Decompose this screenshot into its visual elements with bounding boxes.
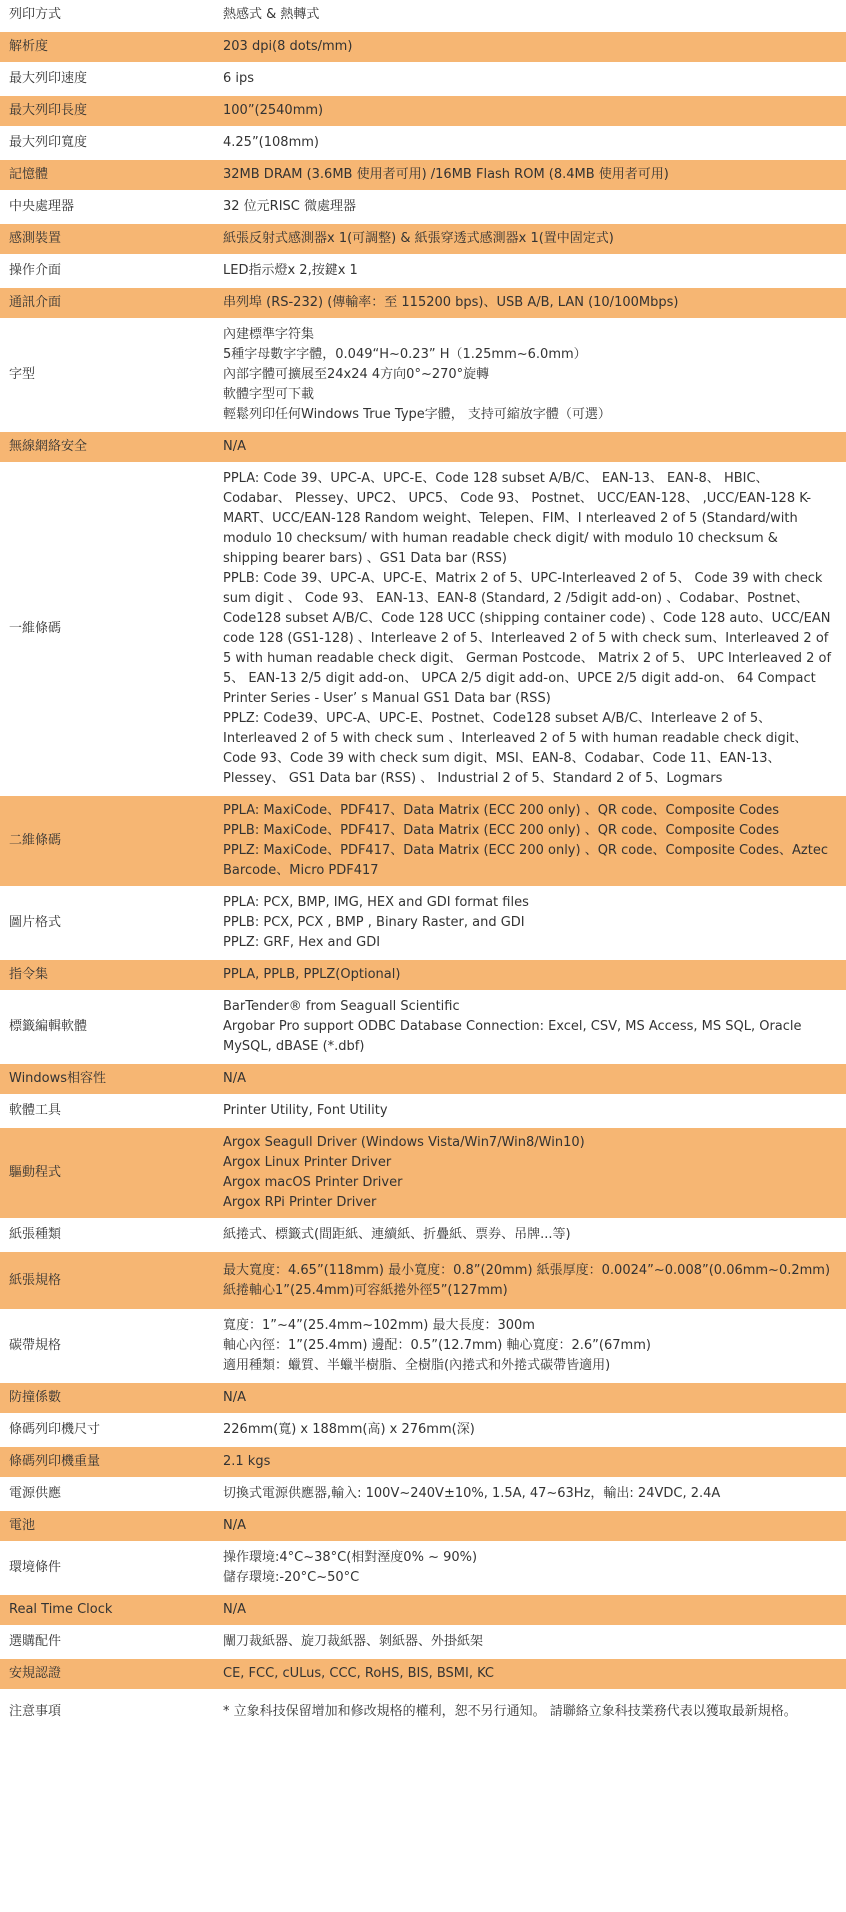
spec-value-line: 紙張反射式感測器x 1(可調整) & 紙張穿透式感測器x 1(置中固定式) <box>223 231 614 246</box>
spec-value-line: Argox macOS Printer Driver <box>223 1175 403 1190</box>
spec-label: 碳帶規格 <box>0 1310 211 1382</box>
spec-value-line: 203 dpi(8 dots/mm) <box>223 39 353 54</box>
spec-value <box>211 1095 846 1127</box>
spec-label: 紙張種類 <box>0 1219 211 1251</box>
spec-label: 通訊介面 <box>0 287 211 319</box>
spec-value <box>211 959 846 991</box>
spec-value <box>211 1478 846 1510</box>
spec-value-line: PPLA: Code 39、UPC-A、UPC-E、Code 128 subset A/B/C、 EAN-13、 EAN-8、 HBIC、Codabar、 Plessey、UPC2、 UPC5、 Code 93、 Postnet、 UCC/EAN-128、 ,UCC/EAN-128 K-MART、UCC/EAN-128 Random weight、Telepen、FIM、I nterleaved 2 of 5 (Standard/with modulo 10 checksum/ with human readable check digit/ with modulo 10 checksum & shipping bearer bars) 、GS1 Data bar (RSS) <box>223 471 812 566</box>
spec-label: 二維條碼 <box>0 795 211 887</box>
spec-row <box>0 1690 846 1734</box>
spec-row <box>0 63 846 95</box>
spec-value <box>211 191 846 223</box>
spec-label: 電源供應 <box>0 1478 211 1510</box>
spec-value <box>211 1690 846 1734</box>
spec-value-line: 紙捲軸心1”(25.4mm)可容紙捲外徑5”(127mm) <box>223 1282 508 1298</box>
spec-value <box>211 223 846 255</box>
spec-row <box>0 255 846 287</box>
spec-label: 最大列印速度 <box>0 63 211 95</box>
spec-row <box>0 1414 846 1446</box>
spec-row <box>0 223 846 255</box>
spec-value-line: PPLB: MaxiCode、PDF417、Data Matrix (ECC 200 only) 、QR code、Composite Codes <box>223 823 780 838</box>
spec-row <box>0 1095 846 1127</box>
spec-label: 防撞係數 <box>0 1382 211 1414</box>
spec-value <box>211 431 846 463</box>
spec-row <box>0 1310 846 1382</box>
spec-value-line: 6 ips <box>223 71 255 86</box>
spec-value-line: 內建標準字符集 <box>223 327 315 342</box>
spec-value <box>211 1626 846 1658</box>
spec-value-line: 輕鬆列印任何Windows True Type字體， 支持可縮放字體（可選） <box>223 407 611 422</box>
spec-label: 感測裝置 <box>0 223 211 255</box>
spec-value <box>211 1414 846 1446</box>
spec-value-line: 226mm(寬) x 188mm(高) x 276mm(深) <box>223 1422 475 1437</box>
spec-row <box>0 159 846 191</box>
spec-value-line: 寬度：1”~4”(25.4mm~102mm) 最大長度：300m <box>223 1318 535 1333</box>
spec-value-line: N/A <box>223 1071 246 1086</box>
spec-value <box>211 1510 846 1542</box>
spec-value <box>211 1382 846 1414</box>
spec-row <box>0 1658 846 1690</box>
spec-value <box>211 991 846 1063</box>
spec-value-line: LED指示燈x 2,按鍵x 1 <box>223 263 358 278</box>
spec-value <box>211 63 846 95</box>
spec-value-line: 紙捲式、標籤式(間距紙、連續紙、折疊紙、票券、吊牌...等) <box>223 1227 571 1242</box>
spec-label: 操作介面 <box>0 255 211 287</box>
spec-label: 指令集 <box>0 959 211 991</box>
spec-row <box>0 1478 846 1510</box>
spec-value-line: 軟體字型可下載 <box>223 387 315 402</box>
spec-value-line: 5種字母數字字體，0.049“H~0.23” H（1.25mm~6.0mm） <box>223 347 587 362</box>
spec-value-line: BarTender® from Seaguall Scientific <box>223 999 460 1014</box>
spec-label: 圖片格式 <box>0 887 211 959</box>
spec-row <box>0 887 846 959</box>
spec-label: 選購配件 <box>0 1626 211 1658</box>
spec-value-line: PPLA: PCX, BMP, IMG, HEX and GDI format files <box>223 895 529 910</box>
spec-value-line: PPLA: MaxiCode、PDF417、Data Matrix (ECC 200 only) 、QR code、Composite Codes <box>223 803 780 818</box>
spec-label: 環境條件 <box>0 1542 211 1594</box>
spec-row <box>0 95 846 127</box>
spec-value-line: N/A <box>223 1390 246 1405</box>
spec-value-line: 內部字體可擴展至24x24 4方向0°~270°旋轉 <box>223 367 490 382</box>
spec-label: Real Time Clock <box>0 1594 211 1626</box>
spec-value-line: 儲存環境:-20°C~50°C <box>223 1570 360 1585</box>
spec-label: 軟體工具 <box>0 1095 211 1127</box>
spec-value-line: Argobar Pro support ODBC Database Connection: Excel, CSV, MS Access, MS SQL, Oracle MySQL, dBASE (*.dbf) <box>223 1019 802 1054</box>
spec-value-line: PPLA, PPLB, PPLZ(Optional) <box>223 967 401 982</box>
spec-value-line: 32MB DRAM (3.6MB 使用者可用) /16MB Flash ROM (8.4MB 使用者可用) <box>223 167 669 182</box>
spec-row <box>0 991 846 1063</box>
spec-value-line: 軸心內徑：1”(25.4mm) 邊配：0.5”(12.7mm) 軸心寬度：2.6”(67mm) <box>223 1338 651 1353</box>
spec-row <box>0 1594 846 1626</box>
spec-label: 安規認證 <box>0 1658 211 1690</box>
spec-row <box>0 1446 846 1478</box>
spec-value <box>211 1219 846 1251</box>
spec-label: 最大列印長度 <box>0 95 211 127</box>
spec-row <box>0 1542 846 1594</box>
spec-value-line: 適用種類：蠟質、半蠟半樹脂、全樹脂(內捲式和外捲式碳帶皆適用) <box>223 1358 611 1373</box>
spec-value-line: N/A <box>223 1518 246 1533</box>
spec-value <box>211 255 846 287</box>
spec-value-line: N/A <box>223 439 246 454</box>
spec-value <box>211 1542 846 1594</box>
spec-value-line: 切換式電源供應器,輸入: 100V~240V±10%, 1.5A, 47~63Hz，輸出: 24VDC, 2.4A <box>223 1486 721 1501</box>
spec-value-line: Argox RPi Printer Driver <box>223 1195 377 1210</box>
spec-value <box>211 1251 846 1310</box>
spec-value-line: 4.25”(108mm) <box>223 135 319 150</box>
spec-value <box>211 1658 846 1690</box>
spec-label: 列印方式 <box>0 0 211 31</box>
spec-value-line: Argox Seagull Driver (Windows Vista/Win7/Win8/Win10) <box>223 1135 585 1150</box>
spec-value <box>211 1127 846 1219</box>
spec-value-line: PPLZ: Code39、UPC-A、UPC-E、Postnet、Code128 subset A/B/C、Interleave 2 of 5、Interleaved 2 of 5 with check sum 、Interleaved 2 of 5 with human readable check digit、Code 93、Code 39 with check sum digit、MSI、EAN-8、Codabar、Code 11、EAN-13、Plessey、 GS1 Data bar (RSS) 、 Industrial 2 of 5、Standard 2 of 5、Logmars <box>223 711 808 786</box>
spec-value <box>211 1446 846 1478</box>
spec-value <box>211 1063 846 1095</box>
spec-row <box>0 1626 846 1658</box>
spec-value <box>211 319 846 431</box>
spec-label: 標籤編輯軟體 <box>0 991 211 1063</box>
spec-value <box>211 95 846 127</box>
spec-value-line: PPLB: PCX, PCX , BMP , Binary Raster, and GDI <box>223 915 525 930</box>
spec-row <box>0 959 846 991</box>
spec-value <box>211 0 846 31</box>
spec-label: 紙張規格 <box>0 1251 211 1310</box>
spec-value <box>211 463 846 795</box>
spec-value-line: PPLB: Code 39、UPC-A、UPC-E、Matrix 2 of 5、UPC-Interleaved 2 of 5、 Code 39 with check sum digit 、 Code 93、 EAN-13、EAN-8 (Standard, 2 /5digit add-on) 、Codabar、Postnet、Code128 subset A/B/C、Code 128 UCC (shipping container code) 、Code 128 auto、UCC/EAN code 128 (GS1-128) 、Interleave 2 of 5、Interleaved 2 of 5 with check sum、Interleaved 2 of 5 with human readable check digit、 German Postcode、 Matrix 2 of 5、 UPC Interleaved 2 of 5、 EAN-13 2/5 digit add-on、 UPCA 2/5 digit add-on、UPCE 2/5 digit add-on、 64 Compact Printer Series - User’ s Manual GS1 Data bar (RSS) <box>223 571 832 706</box>
spec-value <box>211 887 846 959</box>
spec-value-line: 100”(2540mm) <box>223 103 324 118</box>
spec-label: Windows相容性 <box>0 1063 211 1095</box>
spec-value <box>211 127 846 159</box>
spec-value <box>211 795 846 887</box>
spec-row <box>0 191 846 223</box>
spec-row <box>0 795 846 887</box>
spec-value-line: Argox Linux Printer Driver <box>223 1155 392 1170</box>
spec-row <box>0 319 846 431</box>
spec-row <box>0 1219 846 1251</box>
spec-value <box>211 1594 846 1626</box>
spec-label: 無線網絡安全 <box>0 431 211 463</box>
spec-value-line: 32 位元RISC 微處理器 <box>223 199 357 214</box>
spec-value-line: PPLZ: GRF, Hex and GDI <box>223 935 381 950</box>
spec-value <box>211 1310 846 1382</box>
spec-value-line: CE, FCC, cULus, CCC, RoHS, BIS, BSMI, KC <box>223 1666 495 1681</box>
spec-label: 解析度 <box>0 31 211 63</box>
spec-value-line: 闡刀裁紙器、旋刀裁紙器、剝紙器、外掛紙架 <box>223 1634 484 1649</box>
spec-row <box>0 463 846 795</box>
spec-value-line: 2.1 kgs <box>223 1454 271 1469</box>
spec-row <box>0 431 846 463</box>
spec-value-line: * 立象科技保留增加和修改規格的權利，恕不另行通知。 請聯絡立象科技業務代表以獲取最新規格。 <box>223 1704 797 1719</box>
spec-label: 電池 <box>0 1510 211 1542</box>
spec-label: 中央處理器 <box>0 191 211 223</box>
spec-value <box>211 159 846 191</box>
spec-label: 記憶體 <box>0 159 211 191</box>
spec-row <box>0 1382 846 1414</box>
spec-row <box>0 287 846 319</box>
spec-value-line: N/A <box>223 1602 246 1617</box>
spec-label: 條碼列印機尺寸 <box>0 1414 211 1446</box>
spec-label: 條碼列印機重量 <box>0 1446 211 1478</box>
spec-value-line: 最大寬度：4.65”(118mm) 最小寬度：0.8”(20mm) 紙張厚度：0.0024”~0.008”(0.06mm~0.2mm) <box>223 1262 831 1278</box>
spec-label: 一維條碼 <box>0 463 211 795</box>
spec-value-line: PPLZ: MaxiCode、PDF417、Data Matrix (ECC 200 only) 、QR code、Composite Codes、Aztec Barcode、Micro PDF417 <box>223 843 828 878</box>
spec-row <box>0 1063 846 1095</box>
spec-value-line: Printer Utility, Font Utility <box>223 1103 388 1118</box>
spec-label: 驅動程式 <box>0 1127 211 1219</box>
spec-value <box>211 287 846 319</box>
spec-value-line: 熱感式 & 熱轉式 <box>223 7 320 22</box>
spec-value <box>211 31 846 63</box>
spec-row <box>0 1127 846 1219</box>
spec-row <box>0 127 846 159</box>
spec-row <box>0 1510 846 1542</box>
spec-label: 注意事項 <box>0 1690 211 1734</box>
spec-row <box>0 0 846 31</box>
spec-label: 最大列印寬度 <box>0 127 211 159</box>
spec-row <box>0 1251 846 1310</box>
spec-value-line: 操作環境:4°C~38°C(相對溼度0% ~ 90%) <box>223 1550 478 1565</box>
spec-value-line: 串列埠 (RS-232) (傳輸率：至 115200 bps)、USB A/B, LAN (10/100Mbps) <box>223 295 679 310</box>
spec-label: 字型 <box>0 319 211 431</box>
spec-row <box>0 31 846 63</box>
